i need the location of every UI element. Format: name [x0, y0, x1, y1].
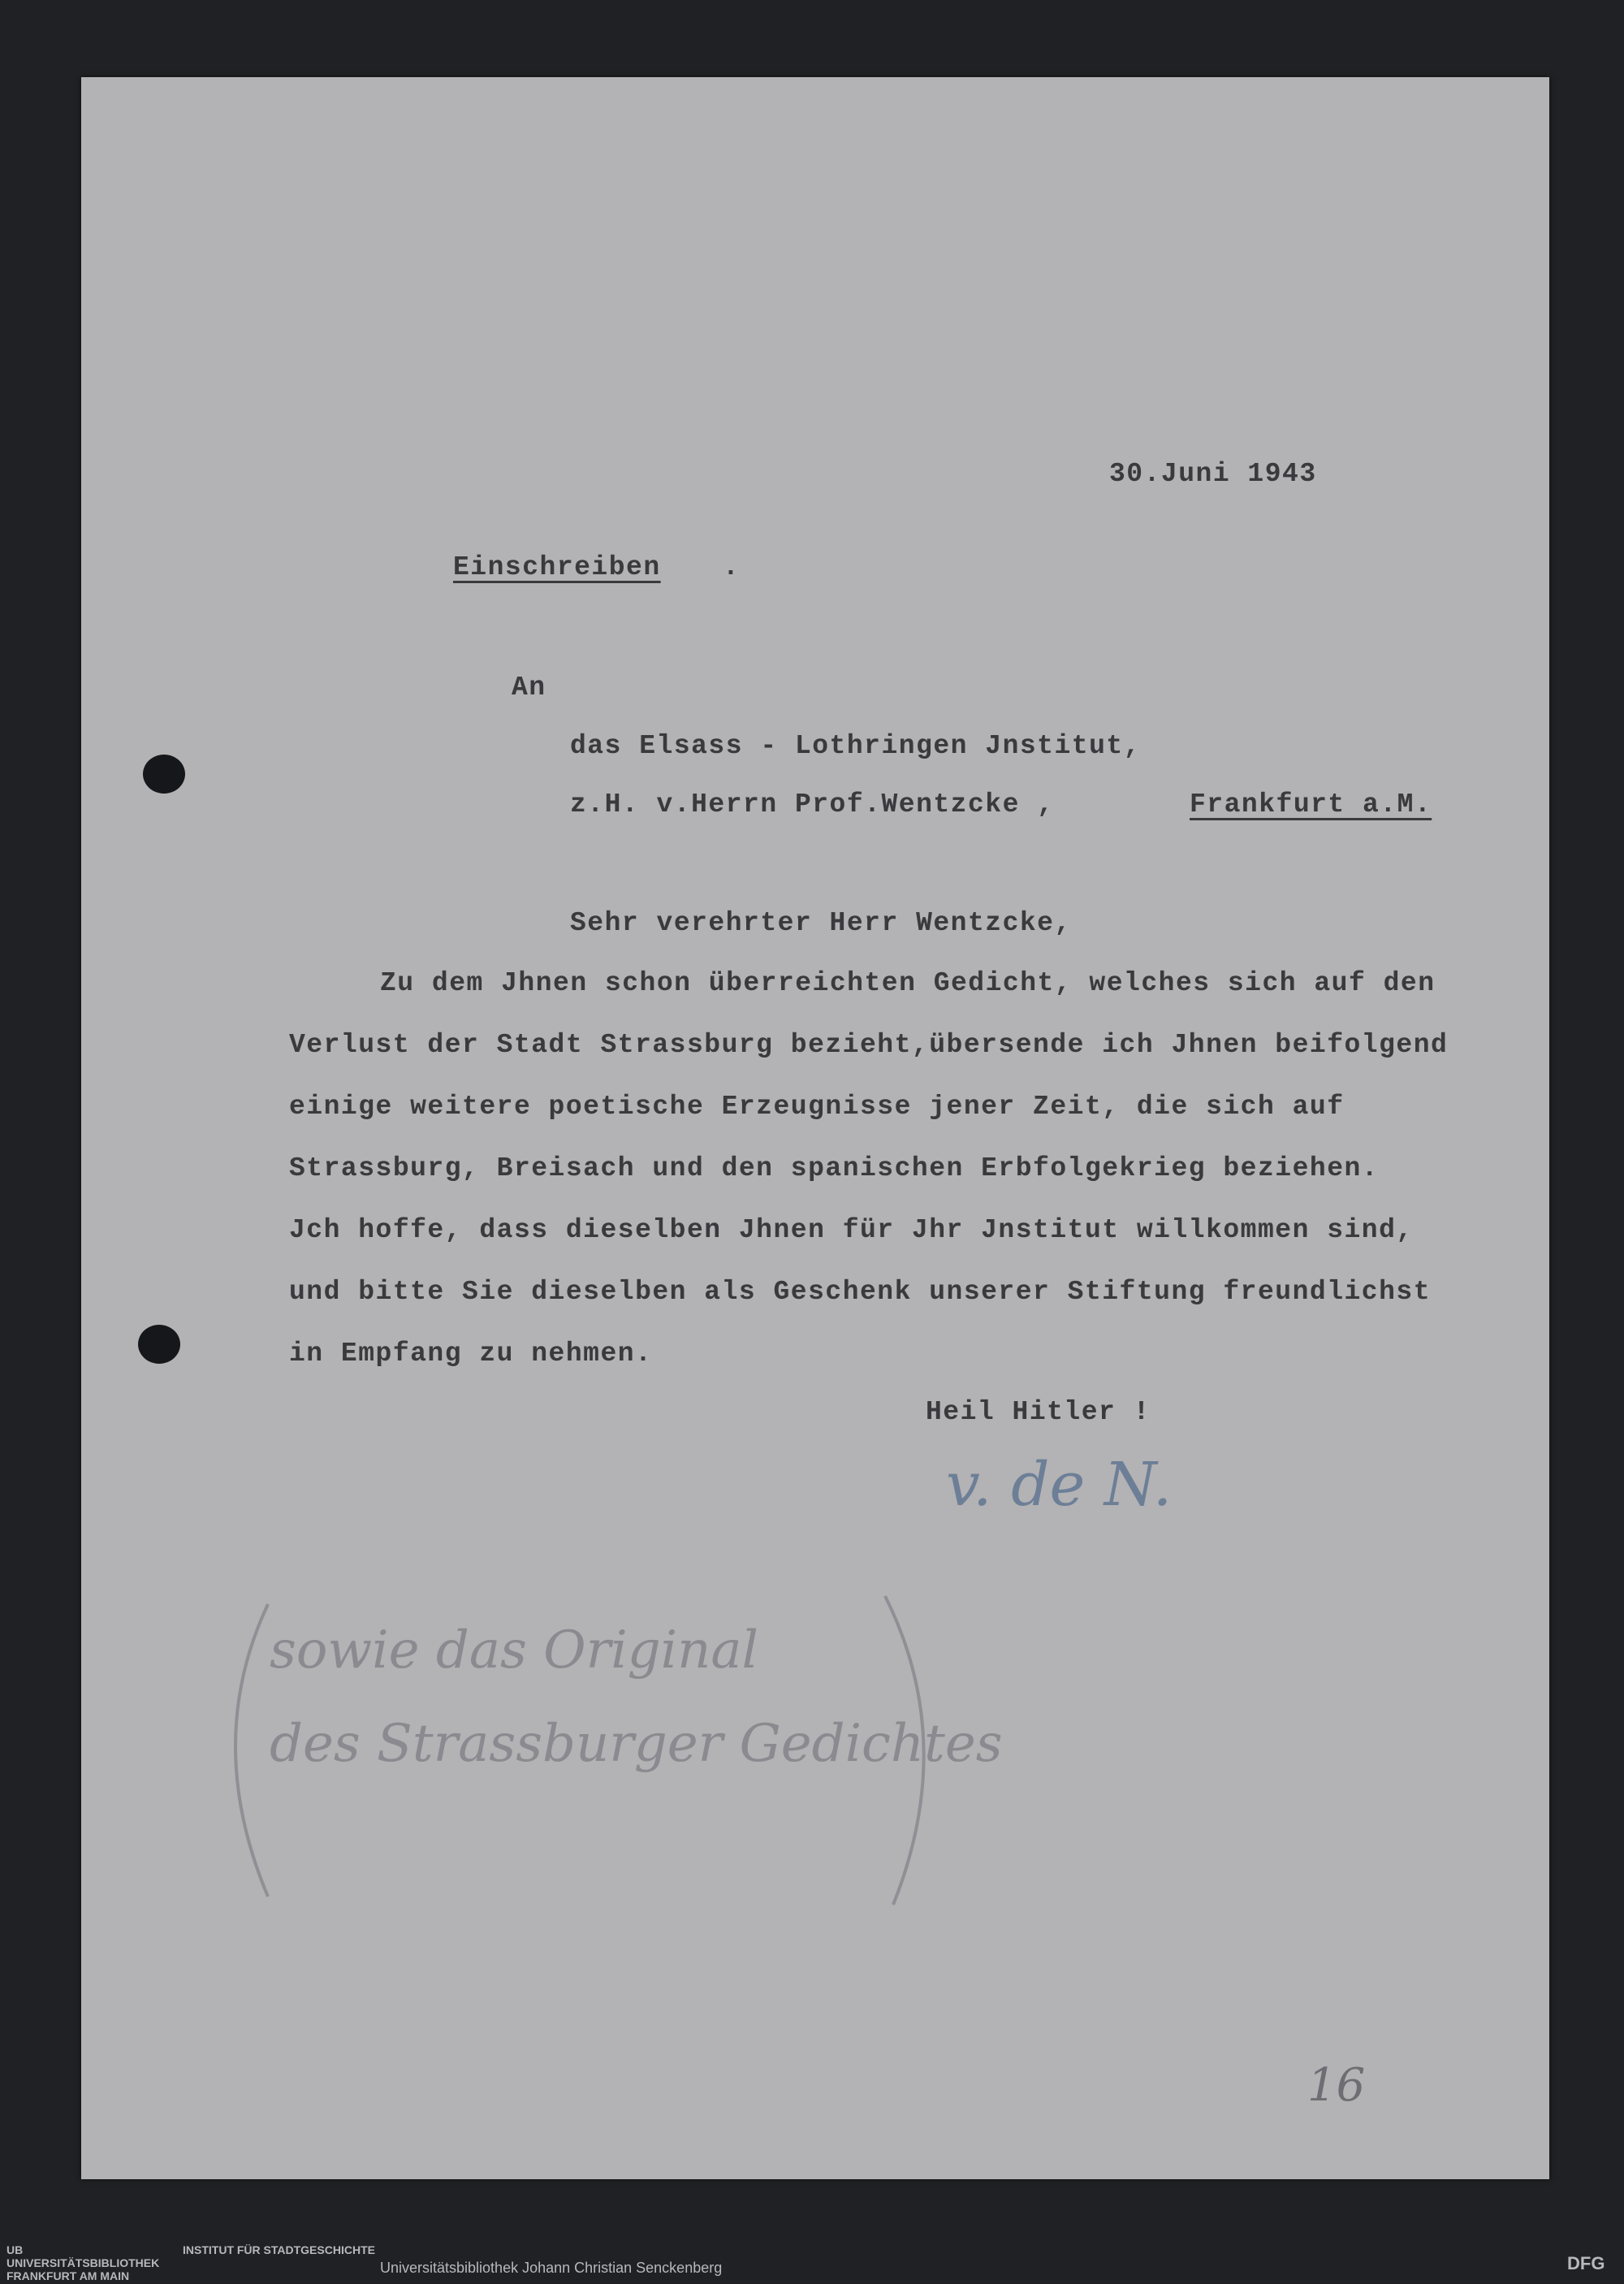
recipient-line-2: z.H. v.Herrn Prof.Wentzcke ,: [570, 789, 1055, 820]
salutation: Sehr verehrter Herr Wentzcke,: [570, 908, 1072, 938]
footer-left-logo: UB UNIVERSITÄTSBIBLIOTHEK FRANKFURT AM MAIN: [6, 2243, 160, 2282]
registered-mail-period: .: [723, 552, 741, 582]
letter-date: 30.Juni 1943: [1109, 459, 1317, 489]
punch-hole: [138, 1325, 180, 1364]
body-line: Zu dem Jhnen schon überreichten Gedicht, welches sich auf den: [380, 968, 1436, 998]
signature: v. de N.: [946, 1450, 1173, 1520]
footer-caption: Universitätsbibliothek Johann Christian Senckenberg: [380, 2260, 723, 2276]
footer-bar: [0, 2237, 1624, 2284]
recipient-prefix: An: [512, 673, 546, 703]
footer-institute-logo: INSTITUT FÜR STADTGESCHICHTE: [183, 2243, 375, 2256]
handwritten-note-line-2: des Strassburger Gedichtes: [270, 1714, 1003, 1774]
body-line: Verlust der Stadt Strassburg bezieht,übersende ich Jhnen beifolgend: [289, 1030, 1449, 1060]
handwritten-note-line-1: sowie das Original: [270, 1620, 758, 1681]
footer-dfg-logo: DFG: [1567, 2253, 1605, 2273]
letter-page: [81, 77, 1549, 2179]
body-line: einige weitere poetische Erzeugnisse jener Zeit, die sich auf: [289, 1092, 1345, 1122]
registered-mail-label: Einschreiben: [453, 552, 661, 582]
recipient-city: Frankfurt a.M.: [1190, 789, 1432, 820]
body-line: und bitte Sie dieselben als Geschenk unserer Stiftung freundlichst: [289, 1277, 1432, 1307]
closing: Heil Hitler !: [926, 1397, 1151, 1427]
body-line: in Empfang zu nehmen.: [289, 1339, 653, 1369]
page-number: 16: [1307, 2059, 1366, 2112]
body-line: Jch hoffe, dass dieselben Jhnen für Jhr Jnstitut willkommen sind,: [289, 1215, 1414, 1245]
recipient-line-1: das Elsass - Lothringen Jnstitut,: [570, 731, 1142, 761]
punch-hole: [143, 755, 185, 794]
body-line: Strassburg, Breisach und den spanischen Erbfolgekrieg beziehen.: [289, 1153, 1380, 1183]
